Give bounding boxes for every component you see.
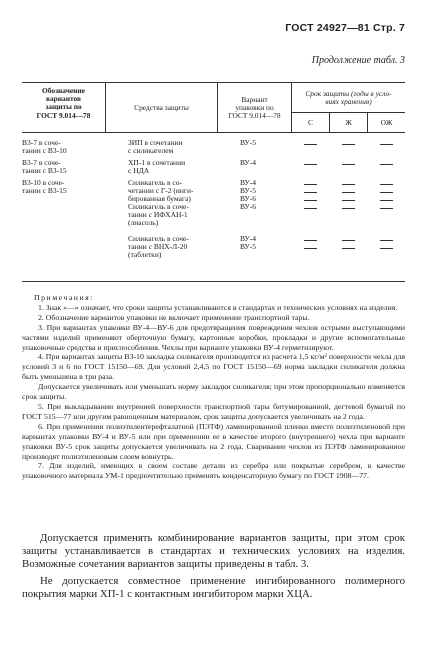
- note-item: 1. Знак «—» означает, что сроки защиты устанавливаются в стандартах и технических условиях на изделия.: [38, 302, 398, 312]
- note-item: 2. Обозначение вариантов упаковки не включает применение транспортной тары.: [38, 312, 310, 322]
- dash-mark: [304, 240, 317, 241]
- dash-mark: [304, 208, 317, 209]
- body-text: [22, 532, 405, 605]
- col-header-means: Средства защиты: [134, 103, 189, 112]
- dash-mark: [342, 240, 355, 241]
- dash-mark: [304, 164, 317, 165]
- dash-mark: [304, 184, 317, 185]
- variant-cell: ВУ-6: [240, 194, 256, 203]
- dash-mark: [304, 192, 317, 193]
- means-cell: (лиасоль): [128, 218, 159, 227]
- table-continuation-caption: Продолжение табл. 3: [311, 55, 405, 66]
- dash-mark: [342, 208, 355, 209]
- body-paragraph: Не допускается совместное применение ингибированного полимерного покрытия марки ХП-1 с контактным ингибитором марки ХЦА.: [22, 575, 405, 600]
- dash-mark: [304, 200, 317, 201]
- table-header-rule: [22, 132, 405, 133]
- dash-mark: [342, 164, 355, 165]
- col-header-designation: Обозначение вариантов защиты по ГОСТ 9.014—78: [36, 86, 91, 120]
- means-cell: с силикагелем: [128, 146, 174, 155]
- means-cell: ЗИП в сочетании: [128, 138, 183, 147]
- subheader-zh: Ж: [345, 118, 352, 127]
- designation-cell: тании с В3-15: [22, 186, 67, 195]
- designation-cell: В3-10 в соче-: [22, 178, 65, 187]
- means-cell: тании с ВНХ-Л-20: [128, 242, 188, 251]
- dash-mark: [380, 164, 393, 165]
- note-item: 3. При вариантах упаковки ВУ-4—ВУ-6 для предотвращения повреждения чехлов острыми выступающими частями изделий применяют оберточную бумагу, картонные коробки, прокладки и другие вспомогательные упаковочные средства и приспособления. Чехлы при варианте упаковки ВУ-4 герметизируют.: [22, 322, 405, 352]
- designation-cell: тании с В3-15: [22, 166, 67, 175]
- note-item: 7. Для изделий, имеющих в своем составе детали из серебра или покрытые серебром, в качестве упаковочного материала УМ-1 предпочтительно применять конденсаторную бумагу по ГОСТ 1908—77.: [22, 461, 405, 481]
- dash-mark: [342, 184, 355, 185]
- variant-cell: ВУ-5: [240, 242, 256, 251]
- designation-cell: тании с В3-10: [22, 146, 67, 155]
- note-item: Допускается увеличивать или уменьшать норму закладки силикагеля; при этом пропорционально изменяется срок защиты.: [22, 382, 405, 402]
- designation-cell: В3-7 в соче-: [22, 138, 61, 147]
- notes-section: [22, 293, 405, 481]
- variant-cell: ВУ-6: [240, 202, 256, 211]
- means-cell: Силикагель в соче-: [128, 202, 189, 211]
- protection-variants-table: [22, 82, 405, 282]
- dash-mark: [380, 248, 393, 249]
- table-subheader-rule: [291, 112, 405, 113]
- variant-cell: ВУ-4: [240, 158, 256, 167]
- means-cell: Силикагель в со-: [128, 178, 182, 187]
- notes-title: Примечания:: [34, 293, 94, 302]
- dash-mark: [342, 144, 355, 145]
- col-header-term: Срок защиты (годы в усло- виях хранения): [305, 89, 392, 107]
- page-header: ГОСТ 24927—81 Стр. 7: [285, 22, 405, 34]
- means-cell: Силикагель в соче-: [128, 234, 189, 243]
- dash-mark: [342, 248, 355, 249]
- means-cell: тании с ИФХАН-1: [128, 210, 188, 219]
- means-cell: ХП-1 в сочетании: [128, 158, 186, 167]
- variant-cell: ВУ-4: [240, 234, 256, 243]
- dash-mark: [304, 248, 317, 249]
- means-cell: (таблетки): [128, 250, 162, 259]
- means-cell: бированная бумага): [128, 194, 191, 203]
- dash-mark: [380, 200, 393, 201]
- means-cell: с НДА: [128, 166, 150, 175]
- subheader-s: С: [308, 118, 313, 127]
- col-header-variant: Вариант упаковки по ГОСТ 9.014—78: [228, 95, 281, 121]
- note-item: 5. При выкладывании внутренней поверхности транспортной тары битумированной, дегтевой бумагой по ГОСТ 515—77 или другим равноценным материалом, срок защиты допускается увеличивать на 2 года.: [22, 401, 405, 421]
- dash-mark: [380, 240, 393, 241]
- subheader-ozh: ОЖ: [380, 118, 393, 127]
- dash-mark: [380, 192, 393, 193]
- dash-mark: [304, 144, 317, 145]
- designation-cell: В3-7 в соче-: [22, 158, 61, 167]
- variant-cell: ВУ-5: [240, 186, 256, 195]
- note-item: 6. При применении полиэтилентерефталатной (ПЭТФ) ламинированной пленки вместо полиэтиленовой при вариантах упаковки ВУ-4 и ВУ-5 или при применении ее в качестве второго (внутреннего) чехла при варианте упаковки ВУ-5 срок защиты допускается увеличивать на 2 года. Сваривание чехлов из ПЭТФ ламинированное производят полиэтиленовым слоем вовнутрь.: [22, 421, 405, 461]
- dash-mark: [342, 200, 355, 201]
- dash-mark: [342, 192, 355, 193]
- table-bottom-rule: [22, 281, 405, 282]
- means-cell: четании с Г-2 (инги-: [128, 186, 194, 195]
- body-paragraph: Допускается применять комбинирование вариантов защиты, при этом срок защиты устанавливается в стандартах и технических условиях на изделия. Возможные сочетания вариантов защиты приведены в табл. 3.: [22, 532, 405, 570]
- variant-cell: ВУ-5: [240, 138, 256, 147]
- note-item: 4. При вариантах защиты В3-10 закладка силикагеля производится из расчета 1,5 кг/м² поверхности чехла для условий 3 и 6 по ГОСТ 15150—69. Для условий 2,4,5 по ГОСТ 15150—69 норма закладки силикагеля должна быть уменьшена в три раза.: [22, 352, 405, 382]
- dash-mark: [380, 208, 393, 209]
- dash-mark: [380, 144, 393, 145]
- variant-cell: ВУ-4: [240, 178, 256, 187]
- dash-mark: [380, 184, 393, 185]
- table-top-rule: [22, 82, 405, 83]
